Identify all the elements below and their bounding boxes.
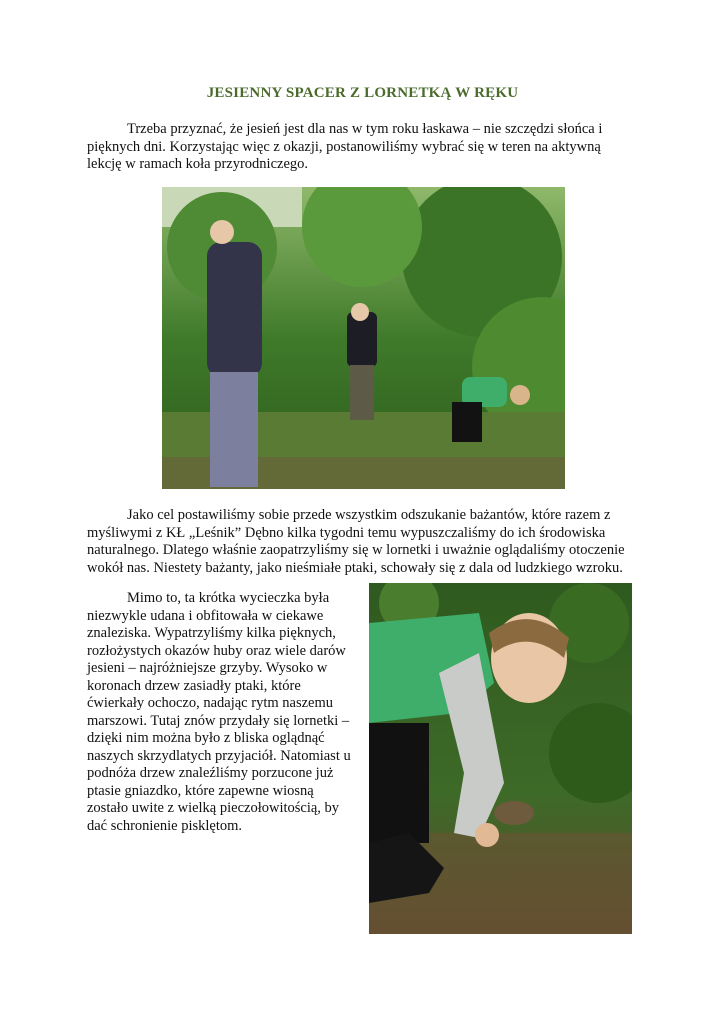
paragraph-findings	[87, 590, 357, 835]
paragraph-goal	[87, 507, 632, 577]
paragraph-goal-text: Jako cel postawiliśmy sobie przede wszystkim odszukanie bażantów, które razem z myśliwymi z KŁ „Leśnik” Dębno kilka tygodni temu wypuszczaliśmy do ich środowiska naturalnego. Dlatego właśnie zaopatrzyliśmy się w lornetki i uważnie oglądaliśmy otoczenie wokół nas. Niestety bażanty, jako nieśmiałe ptaki, schowały się z dala od ludzkiego wzroku.	[87, 507, 625, 576]
paragraph-findings-text: Mimo to, ta krótka wycieczka była niezwykle udana i obfitowała w ciekawe znaleziska. Wypatrzyliśmy kilka pięknych, rozłożystych okazów huby oraz wiele darów jesieni – najróżniejsze grzyby. Wysoko w koronach drzew zasiadły ptaki, które ćwierkały ochoczo, nadając rytm naszemu marszowi. Tutaj znów przydały się lornetki – dzięki nim można było z bliska oglądnąć naszych skrzydlatych przyjaciół. Natomiast u podnóża drzew znaleźliśmy porzucone już ptasie gniazdko, które zapewne wiosną zostało uwite z wielką pieczołowitością, by dać schronienie pisklętom.	[87, 590, 351, 834]
photo-students-with-binoculars	[162, 187, 565, 489]
photo-boy-finding-nest	[369, 583, 632, 934]
paragraph-intro	[87, 121, 632, 174]
paragraph-intro-text: Trzeba przyznać, że jesień jest dla nas w tym roku łaskawa – nie szczędzi słońca i pięknych dni. Korzystając więc z okazji, postanowiliśmy wybrać się w teren na aktywną lekcję w ramach koła przyrodniczego.	[87, 121, 603, 172]
page-title: JESIENNY SPACER Z LORNETKĄ W RĘKU	[206, 85, 519, 101]
